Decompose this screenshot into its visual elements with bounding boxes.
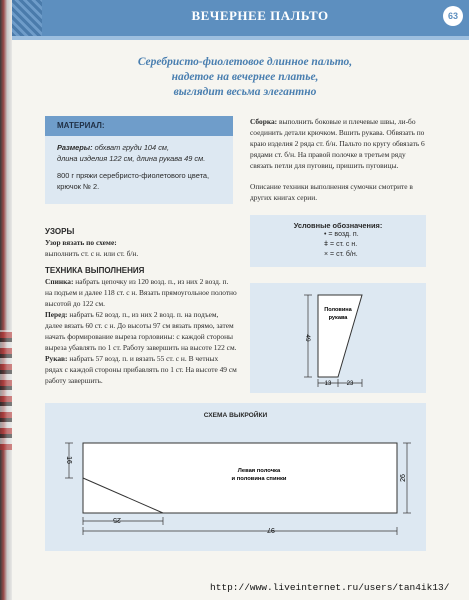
subtitle-line-2: надетое на вечернее платье, xyxy=(171,71,319,83)
materials-sizes xyxy=(45,136,233,164)
sleeve-height-label: 49 xyxy=(304,334,311,342)
page-title: ВЕЧЕРНЕЕ ПАЛЬТО xyxy=(191,8,329,23)
sleeve-label: Рукав: xyxy=(45,354,68,363)
sleeve-text: набрать 57 возд. п. и вязать 55 ст. с н. В четных рядах с каждой стороны прибавлять по 1 ст. На высоте 49 см работу завершить. xyxy=(45,354,237,385)
header-ornament xyxy=(12,0,42,36)
subtitle-line-3: выглядит весьма элегантно xyxy=(173,86,317,98)
sleeve-label-2: рукава xyxy=(328,315,348,321)
legend-item: • = возд. п. xyxy=(324,231,359,238)
sleeve-bottom-right: 23 xyxy=(346,381,354,387)
technique-back xyxy=(45,276,237,309)
materials-box xyxy=(45,116,233,204)
schema-svg xyxy=(45,403,426,551)
technique-heading: ТЕХНИКА ВЫПОЛНЕНИЯ xyxy=(45,266,145,275)
book-gutter xyxy=(0,0,12,600)
patterns-heading: УЗОРЫ xyxy=(45,227,75,236)
sleeve-label-1: Половина xyxy=(324,307,352,313)
assembly-note: Описание техники выполнения сумочки смотрите в других книгах серии. xyxy=(250,182,413,202)
assembly-paragraph xyxy=(250,116,428,171)
pattern-schema xyxy=(45,403,426,551)
materials-heading: МАТЕРИАЛ: xyxy=(45,116,233,136)
technique-front xyxy=(45,309,237,353)
schema-label-2: и половина спинки xyxy=(231,476,287,482)
sizes-label: Размеры: xyxy=(57,143,93,152)
schema-label-1: Левая полочка xyxy=(237,468,281,474)
materials-yarn: 800 г пряжи серебристо-фиолетового цвета, крючок № 2. xyxy=(57,171,210,191)
sleeve-diagram xyxy=(250,283,426,393)
header-strip xyxy=(12,36,469,40)
assembly-text: выполнить боковые и плечевые швы, ли-бо соединить детали крючком. Вшить рукава. Обвязать по краю изделия 2 ряда ст. б/н. Пальто по кругу обвязать 6 рядами ст. б/н. На правой полочке в третьем ряду связать петли для пуговиц, пришить пуговицы. xyxy=(250,117,425,170)
front-label: Перед: xyxy=(45,310,68,319)
legend-box xyxy=(250,215,426,267)
patterns-scheme-text: выполнить ст. с н. или ст. б/н. xyxy=(45,249,139,258)
left-dim-label: 16 xyxy=(65,456,72,464)
schema-title: СХЕМА ВЫКРОЙКИ xyxy=(203,412,268,419)
subtitle xyxy=(70,55,420,100)
legend-title: Условные обозначения: xyxy=(293,221,383,230)
sleeve-pattern-svg xyxy=(250,283,426,393)
assembly-column xyxy=(250,116,428,213)
bottom-left-dim-label: 25 xyxy=(113,516,121,523)
back-label: Спинка: xyxy=(45,277,74,286)
legend-item: ǂ = ст. с н. xyxy=(324,241,358,248)
footer-url[interactable]: http://www.liveinternet.ru/users/tan4ik13/ xyxy=(210,582,450,593)
back-text: набрать цепочку из 120 возд. п., из них 2 возд. п. на подъем и далее 118 ст. с н. Вязать прямоугольное полотно высотой до 122 см. xyxy=(45,277,237,308)
sleeve-bottom-left: 13 xyxy=(324,381,332,387)
gutter-band xyxy=(0,330,12,450)
page-number: 63 xyxy=(443,6,463,26)
subtitle-line-1: Серебристо-фиолетовое длинное пальто, xyxy=(137,56,353,68)
technique-sleeve xyxy=(45,353,237,386)
assembly-label: Сборка: xyxy=(250,117,278,126)
technique-column xyxy=(45,220,237,386)
patterns-scheme-label: Узор вязать по схеме: xyxy=(45,238,117,247)
patterns-scheme xyxy=(45,237,237,259)
sizes-text: обхват груди 104 см, xyxy=(92,143,170,152)
front-text: набрать 62 возд. п., из них 2 возд. п. на подъем, далее вязать 60 ст. с н. До высоты 97 см вязать прямо, затем начать формирование выреза горловины: с каждой стороны выреза убавлять по 1 ст. Работу завершить на высоте 122 см. xyxy=(45,310,237,352)
sizes-text-2: длина изделия 122 см, длина рукава 49 см. xyxy=(57,154,206,163)
bottom-total-dim-label: 97 xyxy=(267,526,275,533)
right-dim-label: 26 xyxy=(400,474,407,482)
legend-item: × = ст. б/н. xyxy=(324,251,358,258)
